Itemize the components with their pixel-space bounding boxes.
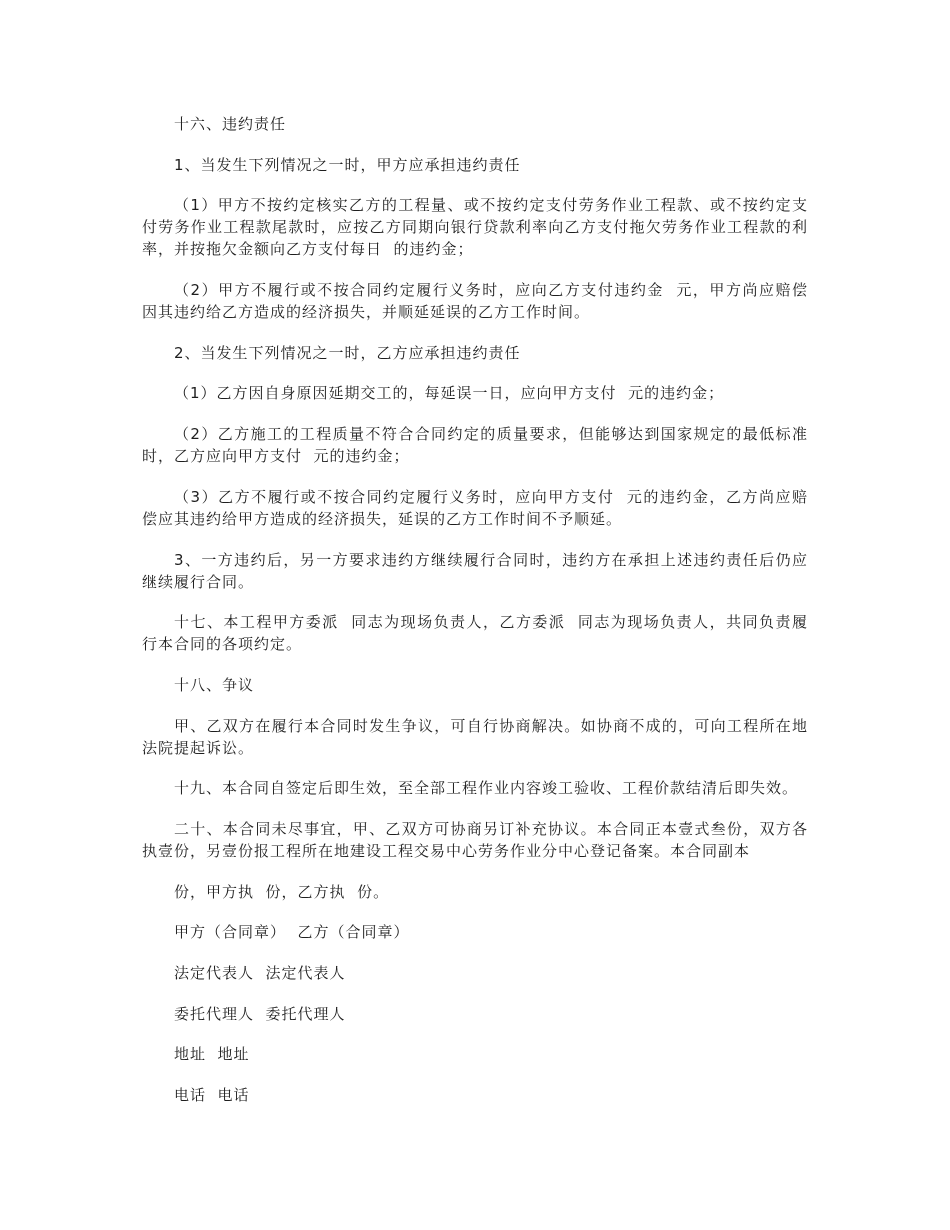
clause-party-a-item-2 bbox=[142, 279, 808, 323]
signature-phone-row bbox=[142, 1084, 808, 1106]
signature-legal-rep-row bbox=[142, 962, 808, 984]
section-effectiveness bbox=[142, 777, 808, 799]
clause-dispute-resolution bbox=[142, 715, 808, 759]
contract-document bbox=[142, 113, 808, 1125]
paragraph-line: 付劳务作业工程款尾款时，应按乙方同期向银行贷款利率向乙方支付拖欠劳务作业工程款的利 bbox=[142, 218, 808, 237]
clause-party-a-item-1 bbox=[142, 194, 808, 260]
paragraph-line: 1、当发生下列情况之一时，甲方应承担违约责任 bbox=[174, 155, 521, 174]
signature-address-row bbox=[142, 1043, 808, 1065]
paragraph-line: （1）乙方因自身原因延期交工的，每延误一日，应向甲方支付 元的违约金； bbox=[174, 384, 725, 403]
paragraph-line: 因其违约给乙方造成的经济损失，并顺延延误的乙方工作时间。 bbox=[142, 303, 591, 322]
paragraph-line: 十八、争议 bbox=[174, 675, 255, 694]
signature-agent-row bbox=[142, 1003, 808, 1025]
section-heading-disputes bbox=[142, 674, 808, 696]
clause-party-b-item-2 bbox=[142, 423, 808, 467]
clause-party-b-breach-title bbox=[142, 342, 808, 364]
paragraph-line: 执壹份，另壹份报工程所在地建设工程交易中心劳务作业分中心登记备案。本合同副本 bbox=[142, 841, 751, 860]
clause-party-b-item-3 bbox=[142, 486, 808, 530]
paragraph-line: 电话 电话 bbox=[174, 1086, 250, 1105]
paragraph-line: 法院提起诉讼。 bbox=[142, 738, 255, 757]
paragraph-line: （3）乙方不履行或不按合同约定履行义务时，应向甲方支付 元的违约金，乙方尚应赔 bbox=[174, 487, 808, 506]
paragraph-line: （1）甲方不按约定核实乙方的工程量、或不按约定支付劳务作业工程款、或不按约定支 bbox=[174, 196, 808, 215]
paragraph-line: 时，乙方应向甲方支付 元的违约金； bbox=[142, 447, 410, 466]
paragraph-line: 行本合同的各项约定。 bbox=[142, 635, 303, 654]
paragraph-line: 份，甲方执 份，乙方执 份。 bbox=[174, 882, 390, 901]
section-site-representatives bbox=[142, 611, 808, 655]
paragraph-line: 继续履行合同。 bbox=[142, 572, 255, 591]
paragraph-line: 二十、本合同未尽事宜，甲、乙双方可协商另订补充协议。本合同正本壹式叁份，双方各 bbox=[174, 819, 808, 838]
clause-party-a-breach-title bbox=[142, 154, 808, 176]
paragraph-line: 2、当发生下列情况之一时，乙方应承担违约责任 bbox=[174, 343, 521, 362]
signature-seal-row bbox=[142, 921, 808, 943]
paragraph-line: 十九、本合同自签定后即生效，至全部工程作业内容竣工验收、工程价款结清后即失效。 bbox=[174, 779, 799, 798]
paragraph-line: 十七、本工程甲方委派 同志为现场负责人，乙方委派 同志为现场负责人，共同负责履 bbox=[174, 613, 808, 632]
paragraph-line: 甲方（合同章） 乙方（合同章） bbox=[174, 923, 410, 942]
paragraph-line: （2）乙方施工的工程质量不符合合同约定的质量要求，但能够达到国家规定的最低标准 bbox=[174, 425, 808, 444]
clause-continued-performance bbox=[142, 549, 808, 593]
paragraph-line: 十六、违约责任 bbox=[174, 115, 287, 133]
paragraph-line: 率，并按拖欠金额向乙方支付每日 的违约金； bbox=[142, 240, 474, 259]
section-supplementary-agreement bbox=[142, 818, 808, 862]
paragraph-line: 地址 地址 bbox=[174, 1045, 250, 1064]
paragraph-line: 法定代表人 法定代表人 bbox=[174, 964, 346, 982]
copies-distribution bbox=[142, 881, 808, 903]
paragraph-line: （2）甲方不履行或不按合同约定履行义务时，应向乙方支付违约金 元，甲方尚应赔偿 bbox=[174, 281, 808, 300]
paragraph-line: 偿应其违约给甲方造成的经济损失，延误的乙方工作时间不予顺延。 bbox=[142, 509, 623, 528]
section-heading-breach-liability bbox=[142, 113, 808, 135]
paragraph-line: 甲、乙双方在履行本合同时发生争议，可自行协商解决。如协商不成的，可向工程所在地 bbox=[174, 716, 808, 735]
paragraph-line: 委托代理人 委托代理人 bbox=[174, 1004, 346, 1023]
paragraph-line: 3、一方违约后，另一方要求违约方继续履行合同时，违约方在承担上述违约责任后仍应 bbox=[174, 550, 808, 569]
clause-party-b-item-1 bbox=[142, 382, 808, 404]
